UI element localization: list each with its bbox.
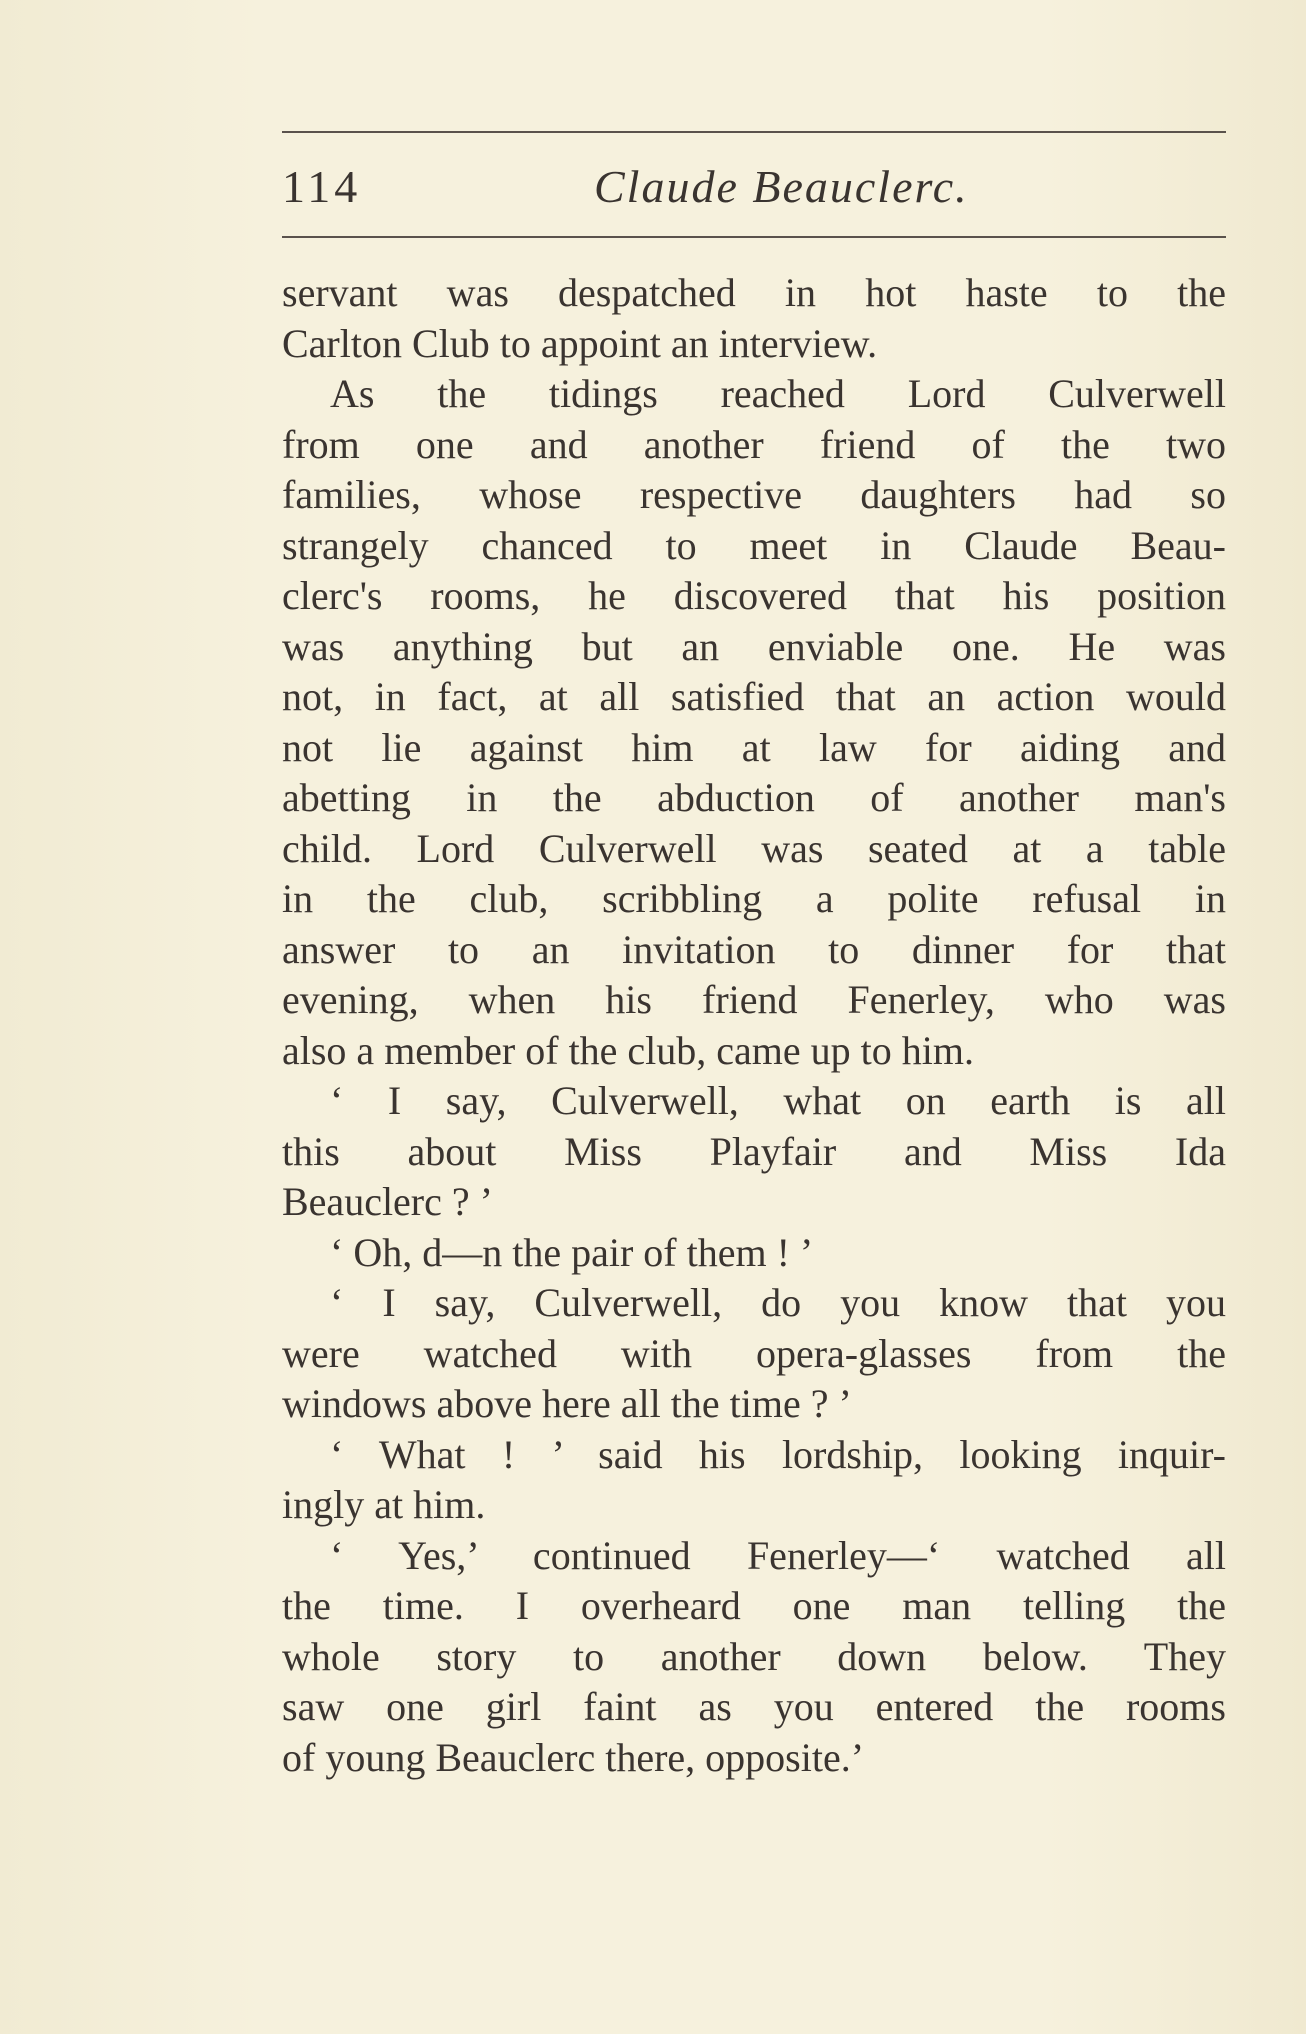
text-line: in the club, scribbling a polite refusal in xyxy=(282,876,1226,921)
text-line: also a member of the club, came up to him. xyxy=(282,1027,975,1073)
text-line: whole story to another down below. They xyxy=(282,1633,1226,1679)
text-line: answer to an invitation to dinner for that xyxy=(282,926,1226,972)
text-line: was anything but an enviable one. He was xyxy=(282,623,1226,669)
text-line: saw one girl faint as you entered the rooms xyxy=(282,1684,1226,1729)
text-line: Beauclerc ? ’ xyxy=(282,1179,493,1224)
text-line: ‘ I say, Culverwell, what on earth is all xyxy=(330,1078,1226,1123)
text-line: of young Beauclerc there, opposite.’ xyxy=(282,1734,865,1780)
text-line: ingly at him. xyxy=(282,1482,486,1527)
text-line: ‘ I say, Culverwell, do you know that you xyxy=(330,1280,1226,1325)
body-text xyxy=(282,268,1226,1783)
text-line: not lie against him at law for aiding and xyxy=(282,724,1226,770)
text-line: this about Miss Playfair and Miss Ida xyxy=(282,1128,1226,1174)
page-number: 114 xyxy=(282,161,362,212)
text-line: were watched with opera-glasses from the xyxy=(282,1330,1226,1376)
text-line: child. Lord Culverwell was seated at a table xyxy=(282,825,1226,871)
header-top-rule xyxy=(282,131,1226,133)
text-line: evening, when his friend Fenerley, who was xyxy=(282,977,1226,1022)
text-line: servant was despatched in hot haste to the xyxy=(282,270,1226,315)
header-bottom-rule xyxy=(282,236,1226,238)
text-line: ‘ What ! ’ said his lordship, looking inquir- xyxy=(330,1431,1226,1477)
text-line: clerc's rooms, he discovered that his position xyxy=(282,573,1226,618)
running-head xyxy=(282,160,1226,220)
text-line: ‘ Yes,’ continued Fenerley—‘ watched all xyxy=(330,1532,1226,1578)
text-line: windows above here all the time ? ’ xyxy=(282,1381,852,1426)
text-line: not, in fact, at all satisfied that an action would xyxy=(282,674,1226,719)
text-line: the time. I overheard one man telling the xyxy=(282,1583,1226,1628)
text-line: from one and another friend of the two xyxy=(282,421,1226,467)
text-line: abetting in the abduction of another man's xyxy=(282,775,1226,820)
running-title: Claude Beauclerc. xyxy=(594,161,969,212)
text-line: strangely chanced to meet in Claude Beau- xyxy=(282,522,1226,568)
text-line: families, whose respective daughters had so xyxy=(282,472,1226,517)
text-line: As the tidings reached Lord Culverwell xyxy=(330,371,1226,416)
text-line: Carlton Club to appoint an interview. xyxy=(282,320,878,366)
text-line: ‘ Oh, d—n the pair of them ! ’ xyxy=(330,1229,814,1275)
